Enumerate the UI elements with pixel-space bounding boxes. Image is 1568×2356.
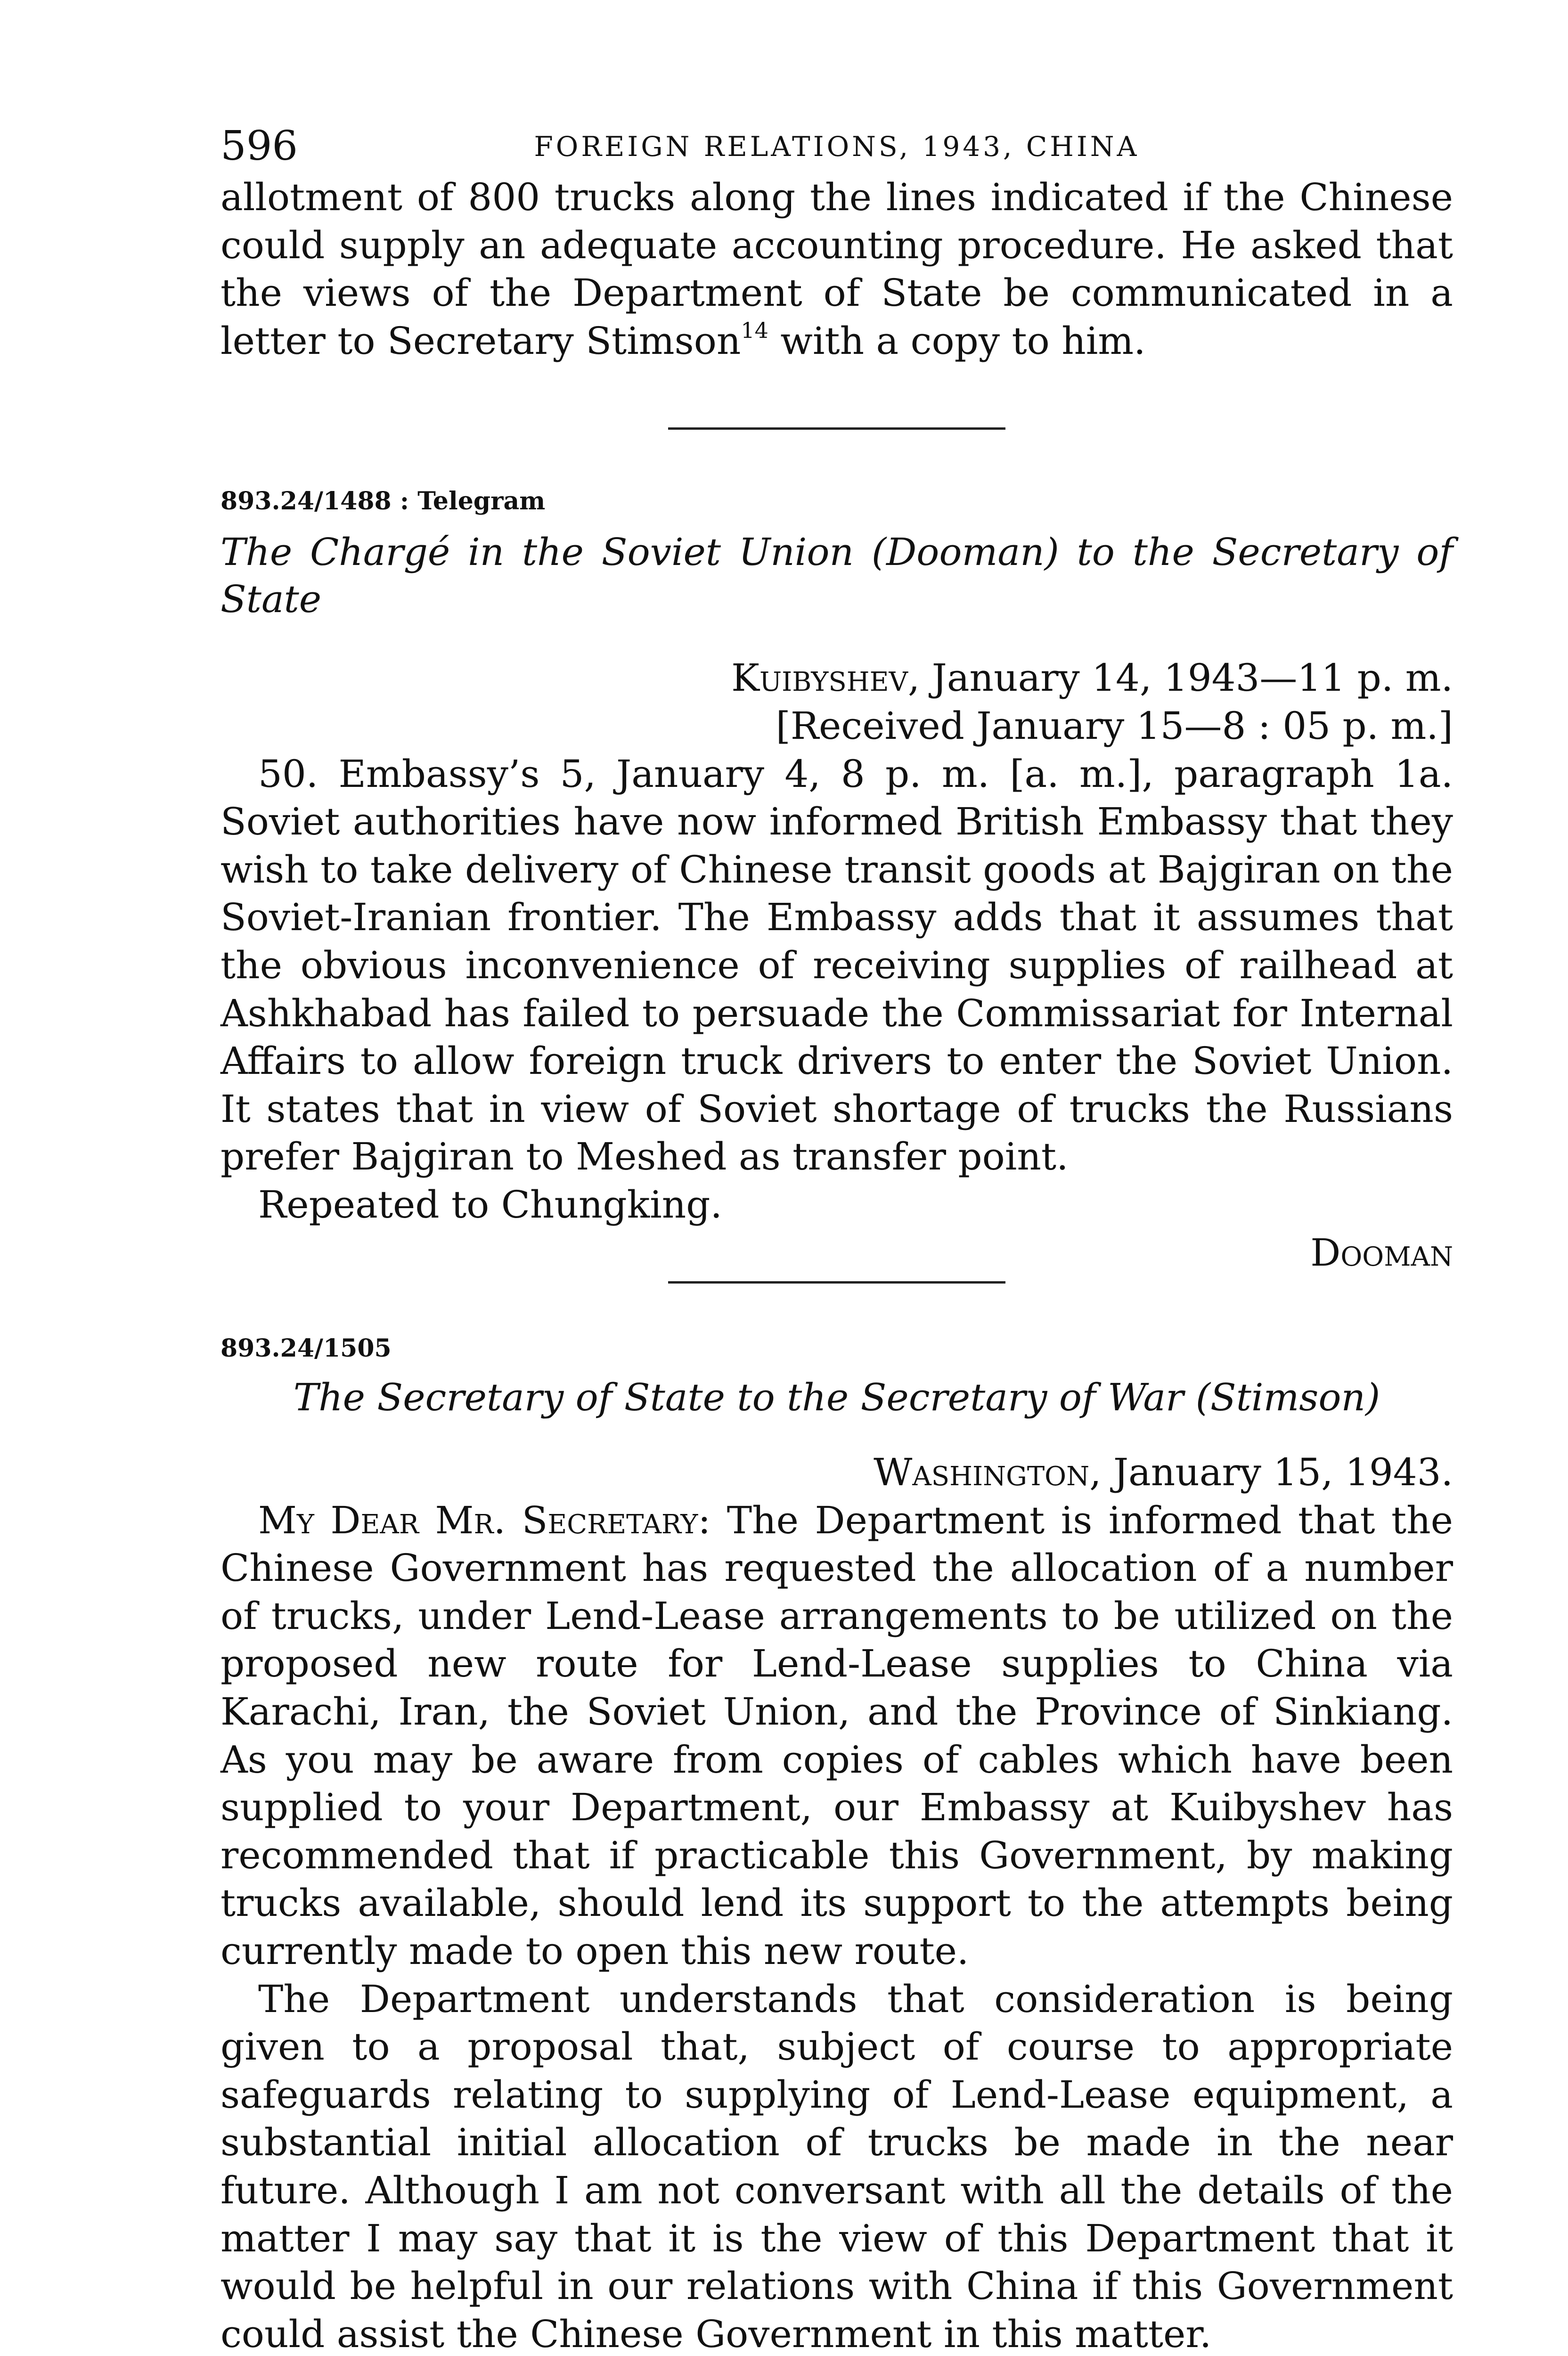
doc1-signature: Dooman: [1310, 1230, 1453, 1275]
carryover-text: allotment of 800 trucks along the lines indicated if the Chinese could supply an adequate accounting procedure. He asked that the views of the Department of State be communicated in a letter to Secretary Stimson: [220, 175, 1453, 363]
doc1-title: The Chargé in the Soviet Union (Dooman) to the Secretary of State: [220, 530, 1453, 622]
doc2-title: The Secretary of State to the Secretary of War (Stimson): [293, 1375, 1380, 1420]
running-title: FOREIGN RELATIONS, 1943, CHINA: [534, 131, 1140, 163]
carryover-paragraph: [220, 173, 1453, 365]
doc2-dateline: [220, 1448, 1453, 1497]
page-number: 596: [220, 123, 298, 170]
doc1-file-number: 893.24/1488 : Telegram: [220, 487, 546, 516]
doc2-paragraph-1-text: : The Department is informed that the Chinese Government has requested the allocation of a number of trucks, under Lend-Lease arrangements to be utilized on the proposed new route for Lend-Lease supplies to China via Karachi, Iran, the Soviet Union, and the Province of Sinkiang. As you may be aware from copies of cables which have been supplied to your Department, our Embassy at Kuibyshev has recommended that if practicable this Government, by making trucks available, should lend its support to the attempts being currently made to open this new route.: [220, 1498, 1453, 1973]
doc1-place: Kuibyshev: [731, 656, 908, 700]
footnote-reference: 14: [741, 317, 768, 343]
page-header: [220, 113, 1453, 173]
doc1-paragraph-2: Repeated to Chungking.: [258, 1182, 722, 1227]
doc1-paragraph-1: 50. Embassy’s 5, January 4, 8 p. m. [a. m.], paragraph 1a. Soviet authorities have now informed British Embassy that they wish to take delivery of Chinese transit goods at Bajgiran on the Soviet-Iranian frontier. The Embassy adds that it assumes that the obvious inconvenience of receiving supplies of railhead at Ashkhabad has failed to persuade the Commissariat for Internal Affairs to allow foreign truck drivers to enter the Soviet Union. It states that in view of Soviet shortage of trucks the Russians prefer Bajgiran to Meshed as transfer point.: [220, 752, 1453, 1179]
doc1-received: [Received January 15—8 : 05 p. m.]: [776, 704, 1453, 748]
doc1-dateline: [220, 654, 1453, 702]
doc2-file-number: 893.24/1505: [220, 1334, 392, 1363]
doc2-date: , January 15, 1943.: [1089, 1450, 1453, 1495]
doc2-salutation: My Dear Mr. Secretary: [258, 1498, 698, 1542]
doc1-date: , January 14, 1943—11 p. m.: [907, 656, 1453, 700]
doc2-paragraph-2: The Department understands that consideration is being given to a proposal that, subject of course to appropriate safeguards relating to supplying of Lend-Lease equipment, a substantial initial allocation of trucks be made in the near future. Although I am not conversant with all the details of the matter I may say that it is the view of this Department that it would be helpful in our relations with China if this Government could assist the Chinese Government in this matter.: [220, 1977, 1453, 2356]
carryover-text-end: with a copy to him.: [768, 319, 1146, 363]
doc2-place: Washington: [874, 1450, 1090, 1495]
document-page: [220, 113, 1453, 2356]
doc2-paragraph-1: [220, 1497, 1453, 1975]
